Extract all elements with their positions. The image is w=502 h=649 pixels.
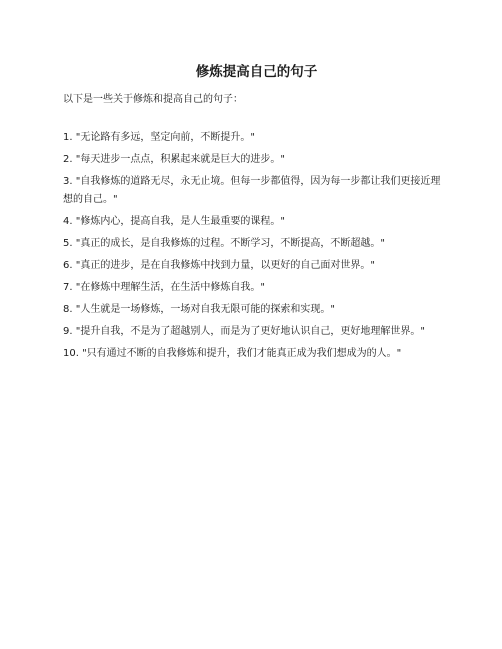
- document-title: 修炼提高自己的句子: [195, 64, 318, 80]
- list-item: 10. "只有通过不断的自我修炼和提升，我们才能真正成为我们想成为的人。": [63, 348, 402, 359]
- sentence-list: [63, 129, 450, 363]
- list-item: 6. "真正的进步，是在自我修炼中找到力量，以更好的自己面对世界。": [63, 260, 375, 271]
- list-item: 4. "修炼内心，提高自我，是人生最重要的课程。": [63, 216, 285, 227]
- list-item: 8. "人生就是一场修炼，一场对自我无限可能的探索和实现。": [63, 304, 335, 315]
- intro-text: 以下是一些关于修炼和提高自己的句子：: [63, 94, 243, 105]
- list-item: 5. "真正的成长，是自我修炼的过程。不断学习，不断提高，不断超越。": [63, 238, 385, 249]
- list-item: 2. "每天进步一点点，积累起来就是巨大的进步。": [63, 154, 285, 165]
- list-item: 3. "自我修炼的道路无尽，永无止境。但每一步都值得，因为每一步都让我们更接近理想的自己。": [63, 176, 441, 205]
- list-item: 1. "无论路有多远，坚定向前，不断提升。": [63, 132, 255, 143]
- list-item: 7. "在修炼中理解生活，在生活中修炼自我。": [63, 282, 265, 293]
- list-item: 9. "提升自我，不是为了超越别人，而是为了更好地认识自己，更好地理解世界。": [63, 326, 425, 337]
